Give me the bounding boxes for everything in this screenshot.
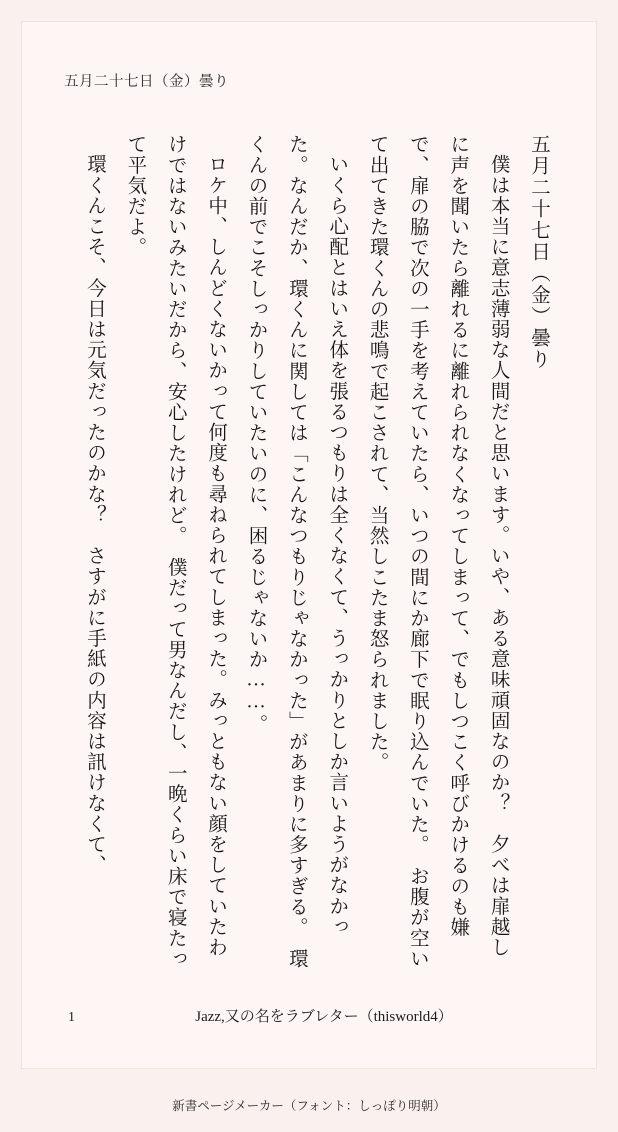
page-header-date: 五月二十七日（金）曇り: [64, 74, 229, 90]
vertical-text-block: [74, 134, 558, 974]
entry-title: 五月二十七日（金）曇り: [528, 134, 549, 371]
page-footer: [22, 1006, 596, 1026]
paragraph: 環くんこそ、今日は元気だったのかな？ さすがに手紙の内容は訊けなくて、: [84, 153, 106, 875]
running-title: Jazz,又の名をラブレター（thisworld4）: [195, 1009, 453, 1025]
paragraph: 僕は本当に意志薄弱な人間だと思います。いや、ある意味頑固なのか？ 夕べは扉越しに声を聞いたら離れるに離れられなくなってしまって、でもしつこく呼びかけるのも嫌で、扉の脇で次の一手を考えていたら、いつの間にか廊下で眠り込んでいた。 お腹が空いて出てきた環くんの悲鳴で起こされて、当然しこたま怒られました。: [366, 134, 509, 969]
paragraph: ロケ中、しんどくないかって何度も尋ねられてしまった。みっともない顔をしていたわけではないみたいだから、安心したけれど。 僕だって男なんだし、一晩くらい床で寝たって平気だよ。: [124, 134, 227, 969]
page-number: 1: [68, 1010, 75, 1025]
page-body: [62, 134, 558, 974]
paragraph: いくら心配とはいえ体を張るつもりは全くなくて、うっかりとしか言いようがなかった。なんだか、環くんに関しては「こんなつもりじゃなかった」があまりに多すぎる。 環くんの前でこそしっかりしていたいのに、困るじゃないか……。: [245, 134, 348, 969]
generator-credit: 新書ページメーカー（フォント：しっぽり明朝）: [172, 1099, 446, 1113]
document-page: [22, 22, 596, 1068]
